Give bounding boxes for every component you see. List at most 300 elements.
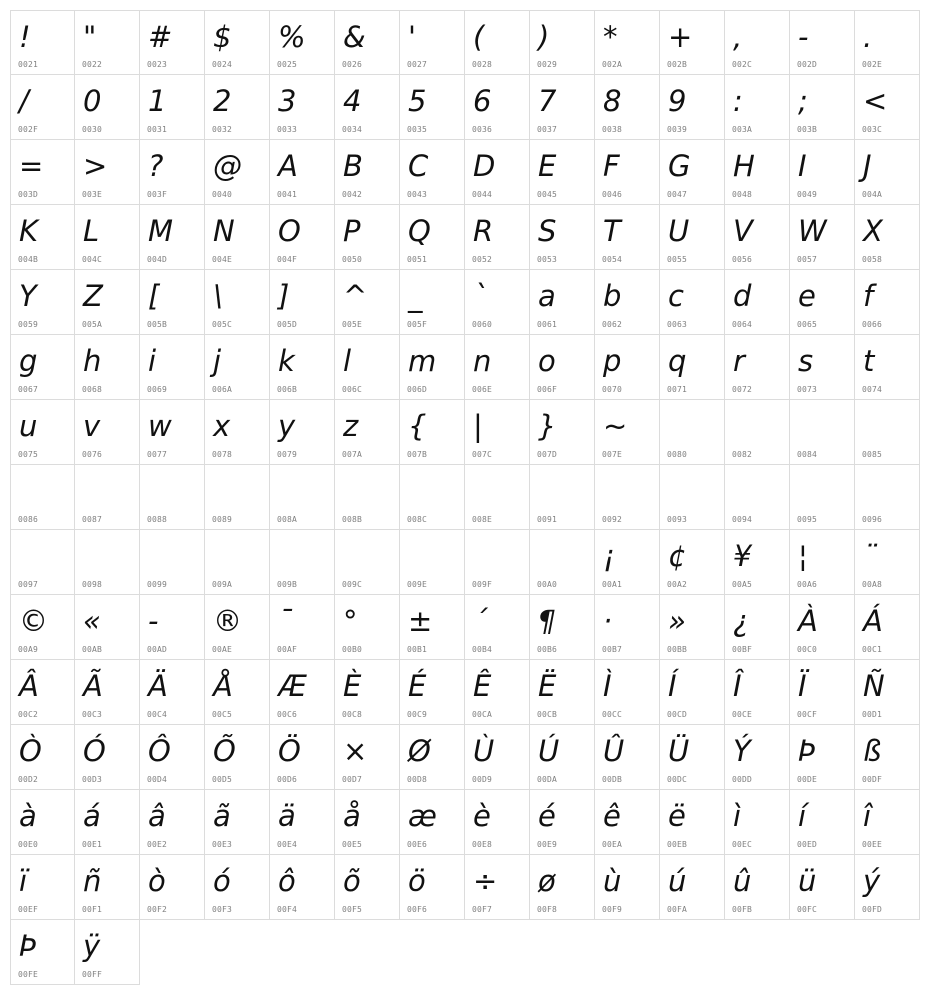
glyph-code-label: 00CE	[732, 710, 753, 719]
glyph-cell	[465, 530, 530, 595]
glyph-character: Ò	[19, 734, 42, 768]
glyph-character: R	[473, 214, 494, 248]
glyph-character: ó	[213, 864, 231, 898]
glyph-code-label: 00A0	[537, 580, 558, 589]
glyph-cell	[725, 270, 790, 335]
glyph-character: ý	[863, 864, 881, 898]
glyph-cell	[140, 530, 205, 595]
glyph-code-label: 0097	[18, 580, 39, 589]
glyph-cell	[205, 790, 270, 855]
glyph-character: |	[473, 409, 483, 443]
glyph-character: r	[733, 344, 745, 378]
glyph-character: õ	[343, 864, 361, 898]
glyph-cell	[270, 660, 335, 725]
glyph-character: q	[668, 344, 687, 378]
glyph-code-label: 005A	[82, 320, 103, 329]
glyph-code-label: 00F3	[212, 905, 233, 914]
glyph-code-label: 005C	[212, 320, 233, 329]
glyph-cell	[205, 465, 270, 530]
glyph-cell	[270, 10, 335, 75]
glyph-cell	[595, 10, 660, 75]
glyph-code-label: 002E	[862, 60, 883, 69]
glyph-cell	[465, 660, 530, 725]
glyph-character: â	[148, 799, 166, 833]
glyph-cell	[400, 790, 465, 855]
glyph-character: Ê	[473, 669, 492, 703]
glyph-character: Z	[83, 279, 103, 313]
glyph-cell	[270, 790, 335, 855]
glyph-cell	[530, 725, 595, 790]
glyph-code-label: 00A5	[732, 580, 753, 589]
glyph-cell	[790, 725, 855, 790]
glyph-cell	[270, 465, 335, 530]
glyph-cell	[335, 270, 400, 335]
glyph-character: }	[538, 409, 557, 443]
glyph-character: b	[603, 279, 622, 313]
glyph-character: à	[19, 799, 37, 833]
glyph-character: ë	[668, 799, 686, 833]
glyph-code-label: 0061	[537, 320, 558, 329]
glyph-character: Õ	[213, 734, 236, 768]
glyph-cell	[855, 10, 920, 75]
glyph-character: v	[83, 409, 101, 443]
glyph-code-label: 0095	[797, 515, 818, 524]
glyph-code-label: 00D5	[212, 775, 233, 784]
glyph-cell	[140, 790, 205, 855]
glyph-code-label: 00CA	[472, 710, 493, 719]
glyph-character: y	[278, 409, 296, 443]
glyph-cell	[270, 595, 335, 660]
glyph-character: ,	[733, 20, 743, 54]
glyph-code-label: 007C	[472, 450, 493, 459]
glyph-character: û	[733, 864, 752, 898]
glyph-code-label: 0066	[862, 320, 883, 329]
glyph-code-label: 0069	[147, 385, 168, 394]
glyph-code-label: 00BB	[667, 645, 688, 654]
glyph-cell	[270, 530, 335, 595]
glyph-cell	[530, 140, 595, 205]
glyph-cell	[205, 530, 270, 595]
glyph-code-label: 00E3	[212, 840, 233, 849]
glyph-cell	[790, 660, 855, 725]
glyph-cell	[855, 660, 920, 725]
glyph-cell	[530, 335, 595, 400]
glyph-cell	[855, 335, 920, 400]
glyph-character: ÿ	[83, 929, 101, 963]
glyph-code-label: 003E	[82, 190, 103, 199]
glyph-cell	[205, 205, 270, 270]
glyph-character: z	[343, 409, 359, 443]
glyph-character: Ú	[538, 734, 560, 768]
glyph-cell	[855, 270, 920, 335]
glyph-cell	[10, 10, 75, 75]
glyph-code-label: 00DB	[602, 775, 623, 784]
glyph-character: «	[83, 604, 101, 638]
glyph-cell	[335, 855, 400, 920]
glyph-character: o	[538, 344, 556, 378]
glyph-character: '	[408, 20, 416, 54]
glyph-cell	[205, 660, 270, 725]
glyph-character: L	[83, 214, 100, 248]
glyph-character: ;	[798, 84, 808, 118]
glyph-code-label: 0067	[18, 385, 39, 394]
glyph-code-label: 0024	[212, 60, 233, 69]
glyph-cell	[205, 725, 270, 790]
glyph-cell	[10, 335, 75, 400]
glyph-code-label: 0080	[667, 450, 688, 459]
glyph-character: :	[733, 84, 743, 118]
glyph-character: ü	[798, 864, 817, 898]
glyph-cell	[75, 595, 140, 660]
glyph-code-label: 00D8	[407, 775, 428, 784]
glyph-cell	[660, 75, 725, 140]
glyph-cell	[140, 75, 205, 140]
glyph-character: 3	[278, 84, 297, 118]
glyph-character: u	[19, 409, 38, 443]
glyph-cell	[855, 855, 920, 920]
glyph-code-label: 0099	[147, 580, 168, 589]
glyph-code-label: 0064	[732, 320, 753, 329]
glyph-character: Q	[408, 214, 431, 248]
glyph-cell	[530, 595, 595, 660]
glyph-code-label: 0049	[797, 190, 818, 199]
glyph-cell	[790, 270, 855, 335]
glyph-cell	[530, 530, 595, 595]
glyph-code-label: 00A8	[862, 580, 883, 589]
glyph-code-label: 0037	[537, 125, 558, 134]
glyph-cell	[10, 270, 75, 335]
glyph-character: í	[798, 799, 807, 833]
glyph-cell	[725, 10, 790, 75]
glyph-cell	[725, 595, 790, 660]
glyph-character: g	[19, 344, 38, 378]
glyph-character: X	[863, 214, 883, 248]
glyph-code-label: 00C4	[147, 710, 168, 719]
glyph-character: a	[538, 279, 556, 313]
glyph-code-label: 002C	[732, 60, 753, 69]
glyph-character: 2	[213, 84, 232, 118]
glyph-character: +	[668, 20, 693, 54]
glyph-cell	[75, 725, 140, 790]
glyph-cell	[725, 660, 790, 725]
glyph-code-label: 0023	[147, 60, 168, 69]
glyph-code-label: 00D3	[82, 775, 103, 784]
glyph-cell	[855, 75, 920, 140]
glyph-cell	[400, 270, 465, 335]
glyph-code-label: 0048	[732, 190, 753, 199]
glyph-code-label: 0082	[732, 450, 753, 459]
glyph-cell	[595, 465, 660, 530]
glyph-character: é	[538, 799, 556, 833]
glyph-character: 8	[603, 84, 622, 118]
glyph-character: ø	[538, 864, 556, 898]
glyph-code-label: 003B	[797, 125, 818, 134]
glyph-cell	[400, 660, 465, 725]
glyph-code-label: 0092	[602, 515, 623, 524]
glyph-code-label: 006B	[277, 385, 298, 394]
glyph-code-label: 0065	[797, 320, 818, 329]
glyph-cell	[725, 400, 790, 465]
glyph-character: Á	[863, 604, 883, 638]
glyph-cell	[660, 140, 725, 205]
glyph-cell	[10, 140, 75, 205]
glyph-code-label: 00DE	[797, 775, 818, 784]
glyph-code-label: 00E9	[537, 840, 558, 849]
glyph-code-label: 002A	[602, 60, 623, 69]
glyph-character: ô	[278, 864, 296, 898]
glyph-character: (	[473, 20, 485, 54]
glyph-cell	[10, 205, 75, 270]
glyph-code-label: 00EE	[862, 840, 883, 849]
glyph-code-label: 00A2	[667, 580, 688, 589]
glyph-cell	[465, 75, 530, 140]
glyph-character: h	[83, 344, 102, 378]
glyph-character: d	[733, 279, 752, 313]
glyph-character: ï	[19, 864, 28, 898]
glyph-cell	[205, 10, 270, 75]
glyph-code-label: 008A	[277, 515, 298, 524]
glyph-code-label: 00E4	[277, 840, 298, 849]
glyph-code-label: 00AB	[82, 645, 103, 654]
glyph-code-label: 0085	[862, 450, 883, 459]
glyph-code-label: 004B	[18, 255, 39, 264]
glyph-cell	[75, 75, 140, 140]
glyph-code-label: 0036	[472, 125, 493, 134]
glyph-code-label: 00A6	[797, 580, 818, 589]
glyph-cell	[855, 790, 920, 855]
glyph-code-label: 00CB	[537, 710, 558, 719]
glyph-cell	[595, 790, 660, 855]
glyph-code-label: 005F	[407, 320, 428, 329]
glyph-character: 4	[343, 84, 362, 118]
glyph-cell	[400, 10, 465, 75]
glyph-character: Ï	[798, 669, 807, 703]
glyph-cell	[205, 400, 270, 465]
glyph-cell	[855, 595, 920, 660]
glyph-code-label: 0079	[277, 450, 298, 459]
glyph-cell	[400, 530, 465, 595]
glyph-code-label: 004C	[82, 255, 103, 264]
glyph-cell	[400, 855, 465, 920]
glyph-character: Ü	[668, 734, 690, 768]
glyph-character: ì	[733, 799, 742, 833]
glyph-code-label: 00D6	[277, 775, 298, 784]
glyph-cell	[595, 75, 660, 140]
glyph-cell	[75, 335, 140, 400]
glyph-code-label: 0038	[602, 125, 623, 134]
glyph-cell	[270, 205, 335, 270]
glyph-code-label: 0051	[407, 255, 428, 264]
glyph-code-label: 00BF	[732, 645, 753, 654]
glyph-code-label: 00EA	[602, 840, 623, 849]
glyph-code-label: 0091	[537, 515, 558, 524]
glyph-character: Û	[603, 734, 625, 768]
glyph-character: Ý	[733, 734, 751, 768]
glyph-cell	[660, 855, 725, 920]
glyph-character: )	[538, 20, 550, 54]
glyph-code-label: 00F9	[602, 905, 623, 914]
glyph-character: t	[863, 344, 875, 378]
glyph-cell	[660, 790, 725, 855]
glyph-code-label: 004A	[862, 190, 883, 199]
glyph-cell	[530, 270, 595, 335]
glyph-code-label: 003A	[732, 125, 753, 134]
glyph-cell	[335, 140, 400, 205]
glyph-cell	[205, 335, 270, 400]
glyph-character: f	[863, 279, 874, 313]
glyph-cell	[140, 205, 205, 270]
glyph-character: Ë	[538, 669, 557, 703]
glyph-character: á	[83, 799, 101, 833]
glyph-code-label: 00D1	[862, 710, 883, 719]
glyph-code-label: 00DD	[732, 775, 753, 784]
glyph-code-label: 0077	[147, 450, 168, 459]
glyph-cell	[400, 465, 465, 530]
glyph-cell	[725, 140, 790, 205]
glyph-cell	[335, 75, 400, 140]
glyph-code-label: 003C	[862, 125, 883, 134]
glyph-character: ¿	[733, 604, 749, 638]
glyph-cell	[660, 595, 725, 660]
glyph-character: m	[408, 344, 437, 378]
glyph-character: æ	[408, 799, 437, 833]
glyph-character: ö	[408, 864, 426, 898]
glyph-cell	[75, 530, 140, 595]
glyph-code-label: 0039	[667, 125, 688, 134]
glyph-cell	[855, 725, 920, 790]
glyph-code-label: 00CC	[602, 710, 623, 719]
glyph-code-label: 0057	[797, 255, 818, 264]
glyph-code-label: 00E5	[342, 840, 363, 849]
glyph-cell	[530, 205, 595, 270]
glyph-code-label: 007B	[407, 450, 428, 459]
glyph-character: -	[148, 604, 159, 638]
glyph-cell	[10, 530, 75, 595]
glyph-cell	[140, 335, 205, 400]
glyph-character: J	[863, 149, 872, 183]
glyph-cell	[140, 465, 205, 530]
glyph-cell	[270, 140, 335, 205]
glyph-cell	[465, 335, 530, 400]
glyph-code-label: 0044	[472, 190, 493, 199]
glyph-character: -	[798, 20, 809, 54]
glyph-code-label: 0072	[732, 385, 753, 394]
glyph-character: ¨	[863, 539, 878, 573]
glyph-code-label: 0047	[667, 190, 688, 199]
glyph-code-label: 00FC	[797, 905, 818, 914]
glyph-code-label: 0041	[277, 190, 298, 199]
glyph-code-label: 00C3	[82, 710, 103, 719]
glyph-character: l	[343, 344, 352, 378]
glyph-code-label: 007D	[537, 450, 558, 459]
glyph-character: È	[343, 669, 362, 703]
glyph-code-label: 00C8	[342, 710, 363, 719]
glyph-cell	[595, 855, 660, 920]
glyph-character: ã	[213, 799, 231, 833]
glyph-code-label: 008B	[342, 515, 363, 524]
glyph-cell	[75, 465, 140, 530]
glyph-character: $	[213, 20, 232, 54]
glyph-cell	[335, 465, 400, 530]
glyph-cell	[335, 530, 400, 595]
glyph-code-label: 0088	[147, 515, 168, 524]
glyph-character: V	[733, 214, 753, 248]
glyph-cell	[790, 205, 855, 270]
glyph-character: Ù	[473, 734, 495, 768]
glyph-code-label: 0026	[342, 60, 363, 69]
glyph-character: \	[213, 279, 223, 313]
glyph-cell	[595, 270, 660, 335]
glyph-character: Ø	[408, 734, 431, 768]
glyph-cell	[270, 725, 335, 790]
glyph-character: ß	[863, 734, 882, 768]
glyph-code-label: 003D	[18, 190, 39, 199]
glyph-cell	[400, 75, 465, 140]
glyph-character: "	[83, 20, 97, 54]
glyph-code-label: 00FA	[667, 905, 688, 914]
glyph-code-label: 006E	[472, 385, 493, 394]
glyph-cell	[270, 335, 335, 400]
glyph-character: »	[668, 604, 686, 638]
glyph-code-label: 0060	[472, 320, 493, 329]
glyph-cell	[10, 855, 75, 920]
glyph-cell	[335, 400, 400, 465]
glyph-character: 1	[148, 84, 167, 118]
glyph-cell	[790, 75, 855, 140]
glyph-cell	[725, 790, 790, 855]
glyph-character: ÷	[473, 864, 498, 898]
glyph-cell	[400, 400, 465, 465]
glyph-cell	[725, 725, 790, 790]
glyph-character: ¥	[733, 539, 752, 573]
glyph-cell	[10, 75, 75, 140]
glyph-cell	[855, 465, 920, 530]
glyph-character: ¡	[603, 539, 615, 573]
glyph-character: ê	[603, 799, 621, 833]
glyph-cell	[10, 595, 75, 660]
glyph-code-label: 00E6	[407, 840, 428, 849]
glyph-cell	[790, 790, 855, 855]
glyph-code-label: 004F	[277, 255, 298, 264]
glyph-cell	[75, 140, 140, 205]
glyph-cell	[595, 400, 660, 465]
glyph-code-label: 00E2	[147, 840, 168, 849]
glyph-character: ·	[603, 604, 613, 638]
glyph-code-label: 0045	[537, 190, 558, 199]
glyph-cell	[270, 270, 335, 335]
glyph-cell	[465, 400, 530, 465]
glyph-cell	[205, 75, 270, 140]
glyph-code-label: 0022	[82, 60, 103, 69]
glyph-code-label: 00F8	[537, 905, 558, 914]
glyph-code-label: 00AD	[147, 645, 168, 654]
glyph-cell	[270, 75, 335, 140]
glyph-code-label: 00B1	[407, 645, 428, 654]
glyph-cell	[335, 725, 400, 790]
glyph-code-label: 005D	[277, 320, 298, 329]
glyph-cell	[140, 10, 205, 75]
glyph-character: 9	[668, 84, 687, 118]
glyph-code-label: 00EB	[667, 840, 688, 849]
glyph-character: [	[148, 279, 160, 313]
glyph-code-label: 00DF	[862, 775, 883, 784]
glyph-character: ¯	[278, 604, 293, 638]
glyph-cell	[595, 530, 660, 595]
glyph-cell	[400, 725, 465, 790]
glyph-code-label: 0074	[862, 385, 883, 394]
glyph-character: ¦	[798, 539, 808, 573]
glyph-code-label: 00F6	[407, 905, 428, 914]
